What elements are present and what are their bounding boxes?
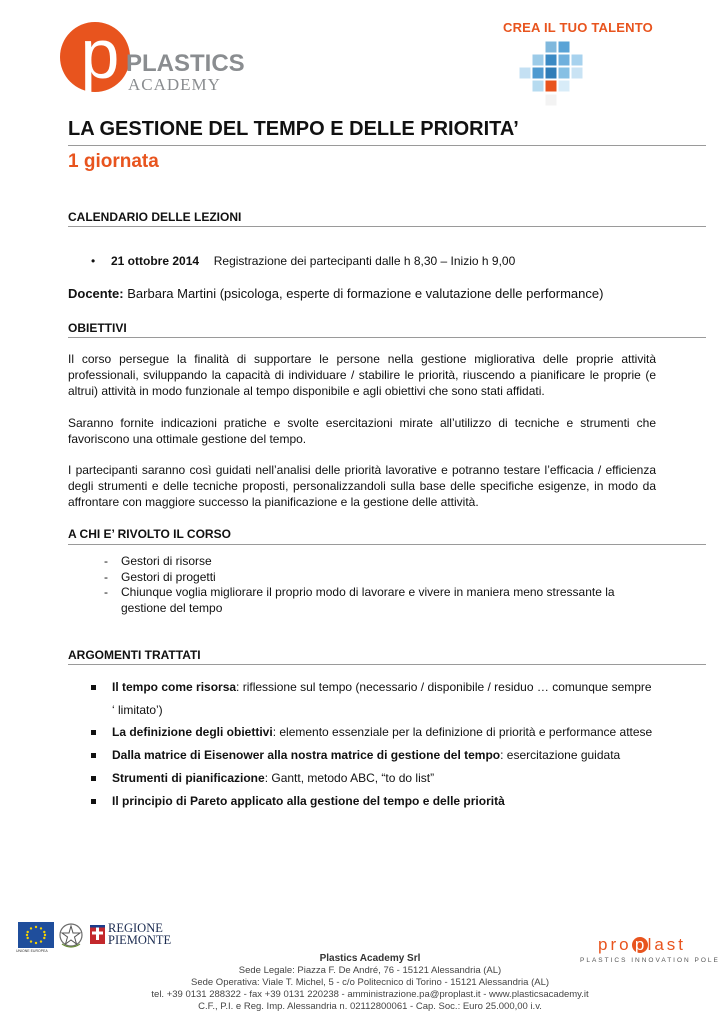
topic-rest: : riflessione sul tempo (necessario / disponibile / residuo … comunque sempre ‘ limitato’) bbox=[112, 680, 652, 717]
regione-line2: PIEMONTE bbox=[108, 933, 172, 947]
calendar-detail: Registrazione dei partecipanti dalle h 8,30 – Inizio h 9,00 bbox=[213, 254, 516, 268]
topic-item bbox=[93, 744, 653, 767]
proplast-part-a: pro bbox=[598, 935, 632, 954]
regione-line1: REGIONE bbox=[108, 921, 163, 935]
audience-divider bbox=[68, 544, 706, 545]
calendar-entry bbox=[111, 253, 515, 269]
topic-bold: Dalla matrice di Eisenower alla nostra matrice di gestione del tempo bbox=[112, 748, 501, 762]
logo-plastics: PLASTICS bbox=[126, 50, 245, 77]
teacher-label: Docente: bbox=[68, 286, 124, 301]
topic-item bbox=[93, 767, 653, 790]
square-bullet bbox=[91, 776, 96, 781]
dash-marker: - bbox=[104, 585, 108, 599]
topic-bold: Il principio di Pareto applicato alla gestione del tempo e delle priorità bbox=[112, 794, 505, 808]
topic-rest: : Gantt, metodo ABC, “to do list” bbox=[264, 771, 435, 785]
logo-academy: ACADEMY bbox=[128, 75, 221, 94]
audience-item: Gestori di progetti bbox=[121, 570, 216, 584]
topic-bold: La definizione degli obiettivi bbox=[112, 725, 273, 739]
eu-caption: UNIONE EUROPEA bbox=[16, 949, 48, 953]
footer-line-1: Sede Legale: Piazza F. De André, 76 - 15121 Alessandria (AL) bbox=[238, 965, 502, 976]
objectives-divider bbox=[68, 337, 706, 338]
proplast-part-b: last bbox=[647, 935, 687, 954]
footer-company: Plastics Academy Srl bbox=[319, 953, 421, 964]
topic-item bbox=[93, 790, 653, 813]
footer-line-3: tel. +39 0131 288322 - fax +39 0131 220238 - amministrazione.pa@proplast.it - www.plasticsacademy.it bbox=[151, 989, 589, 1000]
audience-item: Chiunque voglia migliorare il proprio modo di lavorare e vivere in maniera meno stressante la gestione del tempo bbox=[121, 585, 615, 615]
bullet-dot: • bbox=[91, 254, 96, 268]
topic-bold: Il tempo come risorsa bbox=[112, 680, 237, 694]
objectives-heading: OBIETTIVI bbox=[68, 321, 127, 335]
calendar-divider bbox=[68, 226, 706, 227]
title-divider bbox=[68, 145, 706, 146]
square-bullet bbox=[91, 753, 96, 758]
topic-item bbox=[93, 676, 653, 722]
teacher-value: Barbara Martini (psicologa, esperte di formazione e valutazione delle performance) bbox=[127, 286, 604, 301]
course-title: LA GESTIONE DEL TEMPO E DELLE PRIORITA’ bbox=[68, 118, 519, 140]
dash-marker: - bbox=[104, 570, 108, 584]
cubes-graphic bbox=[505, 36, 605, 111]
objectives-paragraph-3: I partecipanti saranno così guidati nell’analisi delle priorità lavorative e potranno testare l’efficacia / efficienza degli strumenti e delle tecniche proposti, personalizzandoli sulla base delle specifiche esigenze, in modo da affrontare con maggiore successo la pianificazione e la gestione delle attività. bbox=[68, 463, 656, 509]
tagline: CREA IL TUO TALENTO bbox=[503, 20, 653, 35]
objectives-paragraph-1: Il corso persegue la finalità di supportare le persone nella gestione migliorativa delle proprie attività professionali, sviluppando la capacità di individuare / stabilire le priorità, riuscendo a pianificare le proprie (e altrui) attività in modo funzionale al tempo disponibile e agli obiettivi che sono stati affidati. bbox=[68, 352, 656, 398]
proplast-logo bbox=[598, 935, 686, 955]
topic-rest: : esercitazione guidata bbox=[500, 748, 621, 762]
topic-rest: : elemento essenziale per la definizione di priorità e performance attese bbox=[272, 725, 653, 739]
course-duration: 1 giornata bbox=[68, 151, 159, 172]
square-bullet bbox=[91, 730, 96, 735]
regione-shield-icon bbox=[90, 925, 105, 944]
regione-logo-text bbox=[108, 922, 171, 946]
footer-line-4: C.F., P.I. e Reg. Imp. Alessandria n. 02112800061 - Cap. Soc.: Euro 25.000,00 i.v. bbox=[198, 1001, 542, 1012]
dash-marker: - bbox=[104, 554, 108, 568]
topics-divider bbox=[68, 664, 706, 665]
topic-bold: Strumenti di pianificazione bbox=[112, 771, 265, 785]
square-bullet bbox=[91, 799, 96, 804]
objectives-paragraph-2: Saranno fornite indicazioni pratiche e svolte esercitazioni mirate all’utilizzo di tecniche e strumenti che favoriscono una ottimale gestione del tempo. bbox=[68, 416, 656, 446]
logo-letter: p bbox=[80, 15, 120, 93]
square-bullet bbox=[91, 685, 96, 690]
topic-item bbox=[93, 721, 653, 744]
footer-line-2: Sede Operativa: Viale T. Michel, 5 - c/o Politecnico di Torino - 15121 Alessandria (AL) bbox=[190, 977, 550, 988]
italian-emblem-icon bbox=[58, 922, 84, 950]
calendar-date: 21 ottobre 2014 bbox=[111, 254, 200, 268]
proplast-tagline: PLASTICS INNOVATION POLE bbox=[580, 957, 720, 964]
topics-heading: ARGOMENTI TRATTATI bbox=[68, 648, 201, 662]
audience-item: Gestori di risorse bbox=[121, 554, 212, 568]
teacher-line bbox=[68, 286, 603, 301]
audience-heading: A CHI E’ RIVOLTO IL CORSO bbox=[68, 527, 231, 541]
eu-flag-icon bbox=[18, 922, 54, 948]
calendar-heading: CALENDARIO DELLE LEZIONI bbox=[68, 210, 242, 224]
proplast-part-o: p bbox=[632, 937, 648, 953]
